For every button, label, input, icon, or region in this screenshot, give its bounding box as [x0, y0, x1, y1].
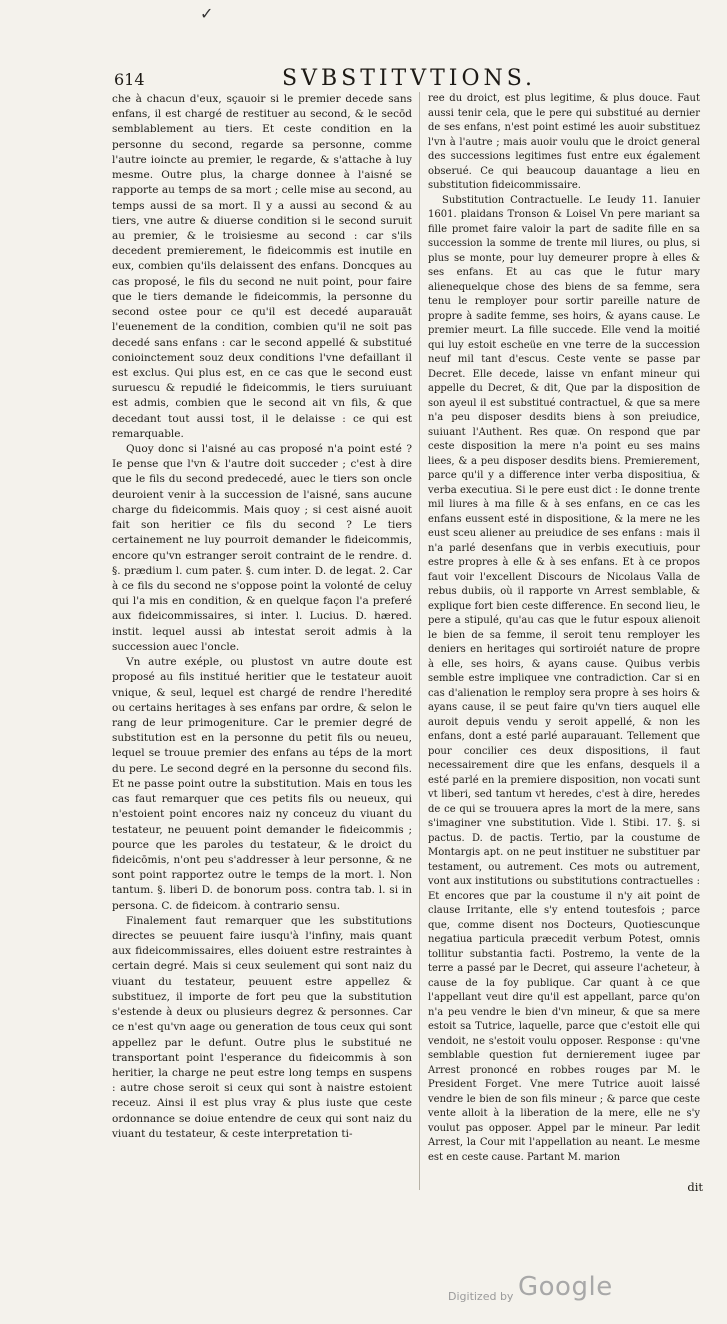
google-logo: Google	[518, 1272, 613, 1302]
google-watermark	[448, 1272, 648, 1312]
paragraph: Vn autre exéple, ou plustost vn autre doute est proposé au fils institué heritier que le testateur auoit vnique, & seul, lequel est chargé de rendre l'heredité ou certains heritages à ses enfans par ordre, & selon le rang de leur primogeniture. Car le premier degré de substitution est en la personne du petit fils ou neueu, lequel se trouue premier des enfans au téps de la mort du pere. Le second degré en la personne du second fils. Et ne passe point outre la substitution. Mais en tous les cas faut remarquer que ces petits fils ou neueux, qui n'estoient point encores naiz ny conceuz du viuant du testateur, ne peuuent point demander le fideicommis ; pource que les paroles du testateur, & le droict du fideicōmis, n'ont peu s'addresser à leur personne, & ne sont point rapportez outre le temps de la mort. l. Non tantum. §. liberi D. de bonorum poss. contra tab. l. si in persona. C. de fideicom. à contrario sensu.	[112, 656, 412, 912]
catchword: dit	[687, 1180, 703, 1194]
column-divider	[419, 92, 420, 1190]
ink-mark: ✓	[200, 4, 214, 23]
digitized-by-label: Digitized by	[448, 1290, 514, 1303]
running-title: SVBSTITVTIONS.	[282, 66, 537, 91]
paragraph: Substitution Contractuelle. Le Ieudy 11. Ianuier 1601. plaidans Tronson & Loisel Vn pere mariant sa fille promet faire valoir la part de sadite fille en sa succession la somme de trente mil liures, ou plus, si plus se monte, pour luy demeurer propre à elles & ses enfans. Et au cas que le futur mary alienequelque chose des biens de sa femme, sera tenu le remployer pour sortir pareille nature de propre à sadite femme, ses hoirs, & ayans cause. Le premier meurt. La fille succede. Elle vend la moitié qui luy estoit escheüe en vne terre de la succession neuf mil tant d'escus. Ceste vente se passe par Decret. Elle decede, laisse vn enfant mineur qui appelle du Decret, & dit, Que par la disposition de son ayeul il est substitué contractuel, & que sa mere n'a peu disposer desdits biens à son preiudice, suiuant l'Authent. Res quæ. On respond que par ceste disposition la mere n'a point eu ses mains liees, & a peu disposer desdits biens. Premierement, parce qu'il y a difference inter verba dispositiua, & verba executiua. Si le pere eust dict : Ie donne trente mil liures à ma fille & à ses enfans, en ce cas les enfans eussent esté in dispositione, & la mere ne les eust sceu aliener au preiudice de ses enfans : mais il n'a parlé desenfans que in verbis executiuis, pour estre propres à elle & à ses enfans. Et à ce propos faut voir l'excellent Discours de Nicolaus Valla de rebus dubiis, où il rapporte vn Arrest semblable, & explique fort bien ceste difference. En second lieu, le pere a stipulé, qu'au cas que le futur espoux alienoit le bien de sa femme, il seroit tenu remployer les deniers en heritages qui sortiroiét nature de propre à elle, ses hoirs, & ayans cause. Quibus verbis semble estre impliquee vne contradiction. Car si en cas d'alienation le remploy sera propre à ses hoirs & ayans cause, il se peut faire qu'vn tiers auquel elle auroit depuis vendu y seroit appellé, & non les enfans, dont a esté parlé auparauant. Tellement que pour concilier ces deux dispositions, il faut necessairement dire que les enfans, desquels il a esté parlé en la premiere disposition, non vocati sunt vt liberi, sed tantum vt heredes, c'est à dire, heredes de ce qui se trouuera apres la mort de la mere, sans s'imaginer vne substitution. Vide l. Stibi. 17. §. si pactus. D. de pactis. Tertio, par la coustume de Montargis apt. on ne peut instituer ne substituer par testament, ou autrement. Ces mots ou autrement, vont aux institutions ou substitutions contractuelles : Et encores que par la coustume il n'y ait point de clause Irritante, elle s'y entend toutesfois ; parce que, comme disent nos Docteurs, Quotiescunque negatiua particula præcedit verbum Potest, omnis tollitur substantia facti. Postremo, la vente de la terre a passé par le Decret, qui asseure l'acheteur, à cause de la foy publique. Car quant à ce que l'appellant veut dire qu'il est appellant, parce qu'on n'a peu vendre le bien d'vn mineur, & que sa mere estoit sa Tutrice, laquelle, parce que c'estoit elle qui vendoit, ne s'estoit voulu opposer. Response : qu'vne semblable question fut dernierement iugee par Arrest prononcé en robbes rouges par M. le President Forget. Vne mere Tutrice auoit laissé vendre le bien de son fils mineur ; & parce que ceste vente alloit à la liberation de la mere, elle ne s'y voulut pas opposer. Appel par le mineur. Par ledit Arrest, la Cour mit l'appellation au neant. Le mesme est en ceste cause. Partant M. marion	[428, 194, 700, 1163]
right-column	[428, 92, 700, 1165]
paragraph: Quoy donc si l'aisné au cas proposé n'a point esté ? Ie pense que l'vn & l'autre doit succeder ; c'est à dire que le fils du second predecedé, auec le tiers son oncle deuroient venir à la succession de l'aisné, sans aucune charge du fideicommis. Mais quoy ; si cest aisné auoit fait son heritier ce fils du second ? Le tiers certainement ne luy pourroit demander le fideicommis, encore qu'vn estranger seroit contraint de le rendre. d. §. prædium l. cum pater. §. cum inter. D. de legat. 2. Car à ce fils du second ne s'oppose point la volonté de celuy qui l'a mis en condition, & en quelque façon l'a preferé aux fideicommissaires, si inter. l. Lucius. D. hæred. instit. lequel aussi ab intestat seroit admis à la succession auec l'oncle.	[112, 443, 412, 653]
paragraph: ree du droict, est plus legitime, & plus douce. Faut aussi tenir cela, que le pere qui substitué au dernier de ses enfans, n'est point estimé les auoir substituez l'vn à l'autre ; mais auoir voulu que le droict general des successions legitimes fust entre eux également obserué. Ce qui beaucoup dauantage a lieu en substitution fideicommissaire.	[428, 93, 700, 191]
page-number: 614	[114, 70, 145, 89]
paragraph: Finalement faut remarquer que les substitutions directes se peuuent faire iusqu'à l'infiny, mais quant aux fideicommissaires, elles doiuent estre restraintes à certain degré. Mais si ceux seulement qui sont naiz du viuant du testateur, peuuent estre appellez & substituez, il importe de fort peu que la substitution s'estende à deux ou plusieurs degrez & personnes. Car ce n'est qu'vn aage ou generation de tous ceux qui sont appellez par le defunt. Outre plus le substitué ne transportant point l'esperance du fideicommis à son heritier, la charge ne peut estre long temps en suspens : autre chose seroit si ceux qui sont à naistre estoient receuz. Ainsi il est plus vray & plus iuste que ceste ordonnance se doiue entendre de ceux qui sont naiz du viuant du testateur, & ceste interpretation ti-	[112, 914, 412, 1140]
paragraph: che à chacun d'eux, sçauoir si le premier decede sans enfans, il est chargé de restituer au second, & le secōd semblablement au tiers. Et ceste condition en la personne du second, regarde sa personne, comme l'autre ioincte au premier, le regarde, & s'attache à luy mesme. Outre plus, la charge donnee à l'aisné se rapporte au temps de sa mort ; celle mise au second, au temps aussi de sa mort. Il y a aussi au second & au tiers, vne autre & diuerse condition si le second suruit au premier, & le troisiesme au second : car s'ils decedent premierement, le fideicommis est inutile en eux, combien qu'ils delaissent des enfans. Doncques au cas proposé, le fils du second ne nuit point, pour faire que le tiers demande le fideicommis, la personne du second ostee pour ce qu'il est decedé auparauāt l'euenement de la condition, combien qu'il ne soit pas decedé sans enfans : car le second appellé & substitué conioinctement souz deux conditions l'vne defaillant il est exclus. Qui plus est, en ce cas que le second eust suruescu & repudié le fideicommis, le tiers suruiuant est admis, combien que le second ait vn fils, & que decedant tout aussi tost, il le delaisse : ce qui est remarquable.	[112, 93, 412, 440]
left-column	[112, 92, 412, 1142]
